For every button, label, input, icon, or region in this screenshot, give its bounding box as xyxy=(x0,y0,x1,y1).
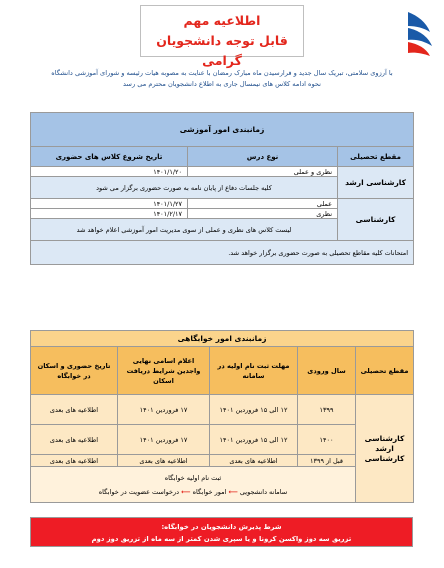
arrow-left-icon: ⟵ xyxy=(228,487,238,496)
bachelor-note: لیست کلاس های نظری و عملی از سوی مدیریت امور آموزشی اعلام خواهد شد xyxy=(31,219,338,241)
university-logo xyxy=(404,8,438,60)
header-start-date: تاریخ شروع کلاس های حضوری xyxy=(31,147,188,167)
arrow-left-icon: ⟵ xyxy=(181,487,191,496)
flow-step-dorm-affairs: امور خوابگاه xyxy=(192,487,227,496)
notice-title: اطلاعیه مهم xyxy=(183,13,261,28)
dorm-header-entry-year: سال ورودی xyxy=(298,347,356,395)
exams-note: امتحانات کلیه مقاطع تحصیلی به صورت حضوری برگزار خواهد شد. xyxy=(31,241,414,265)
flow-step-membership-request: درخواست عضویت در خوابگاه xyxy=(98,487,180,496)
masters-course-type: نظری و عملی xyxy=(188,167,338,177)
level-bachelor: کارشناسی xyxy=(338,199,414,241)
masters-start-date: ۱۴۰۱/۱/۲۰ xyxy=(31,167,188,177)
education-schedule-table xyxy=(30,112,414,265)
arrival-date: اطلاعیه های بعدی xyxy=(31,425,118,455)
bachelor-start-date-1: ۱۴۰۱/۱/۲۷ xyxy=(31,199,188,209)
dorm-title: زمانبندی امور خوابگاهی xyxy=(31,331,414,347)
entry-year: ۱۳۹۹ xyxy=(298,395,356,425)
condition-title: شرط پذیرش دانشجویان در خوابگاه: xyxy=(161,523,282,531)
notice-subtitle: قابل توجه دانشجویان گرامی xyxy=(156,33,288,68)
intro-paragraph xyxy=(40,68,404,90)
dorm-header-final-list: اعلام اسامی نهایی واجدین شرایط دریافت اسکان xyxy=(118,347,210,395)
masters-note: کلیه جلسات دفاع از پایان نامه به صورت حضوری برگزار می شود xyxy=(31,177,338,199)
header-level: مقطع تحصیلی xyxy=(338,147,414,167)
registration-deadline: ۱۲ الی ۱۵ فروردین ۱۴۰۱ xyxy=(210,395,298,425)
arrival-date: اطلاعیه های بعدی xyxy=(31,455,118,467)
header-course-type: نوع درس xyxy=(188,147,338,167)
dorm-header-level: مقطع تحصیلی xyxy=(356,347,414,395)
flow-steps xyxy=(31,485,355,499)
registration-deadline: اطلاعیه های بعدی xyxy=(210,455,298,467)
final-list-date: اطلاعیه های بعدی xyxy=(118,455,210,467)
notice-title-box xyxy=(140,5,304,68)
dorm-registration-flow xyxy=(31,467,356,503)
table-row xyxy=(31,395,414,425)
final-list-date: ۱۷ فروردین ۱۴۰۱ xyxy=(118,395,210,425)
bachelor-course-type-2: نظری xyxy=(188,209,338,219)
bachelor-start-date-2: ۱۴۰۱/۲/۱۷ xyxy=(31,209,188,219)
intro-line-2: نحوه ادامه کلاس های نیمسال جاری به اطلاع دانشجویان محترم می رسد xyxy=(122,80,322,88)
bachelor-course-type-1: عملی xyxy=(188,199,338,209)
level-masters: کارشناسی ارشد xyxy=(338,167,414,199)
dorm-level: کارشناسی ارشد کارشناسی xyxy=(356,395,414,503)
dorm-header-row xyxy=(31,347,414,395)
flow-step-student-system: سامانه دانشجویی xyxy=(239,487,288,496)
condition-text: تزریق سه دوز واکسن کرونا و یا سپری شدن کمتر از سه ماه از تزریق دوز دوم xyxy=(91,535,352,543)
education-header-row xyxy=(31,147,414,167)
dorm-header-arrival: تاریخ حضوری و اسکان در خوابگاه xyxy=(31,347,118,395)
education-title: زمانبندی امور آموزشی xyxy=(31,113,414,147)
registration-deadline: ۱۲ الی ۱۵ فروردین ۱۴۰۱ xyxy=(210,425,298,455)
final-list-date: ۱۷ فروردین ۱۴۰۱ xyxy=(118,425,210,455)
entry-year: قبل از ۱۳۹۹ xyxy=(298,455,356,467)
intro-line-1: با آرزوی سلامتی، تبریک سال جدید و فرارسیدن ماه مبارک رمضان با عنایت به مصوبه هیات رئیسه و شورای آموزشی دانشگاه xyxy=(51,69,393,77)
dorm-schedule-table xyxy=(30,330,414,503)
dorm-header-deadline: مهلت ثبت نام اولیه در سامانه xyxy=(210,347,298,395)
entry-year: ۱۴۰۰ xyxy=(298,425,356,455)
dorm-condition-banner xyxy=(30,517,413,547)
arrival-date: اطلاعیه های بعدی xyxy=(31,395,118,425)
flow-title: ثبت نام اولیه خوابگاه xyxy=(164,473,222,482)
